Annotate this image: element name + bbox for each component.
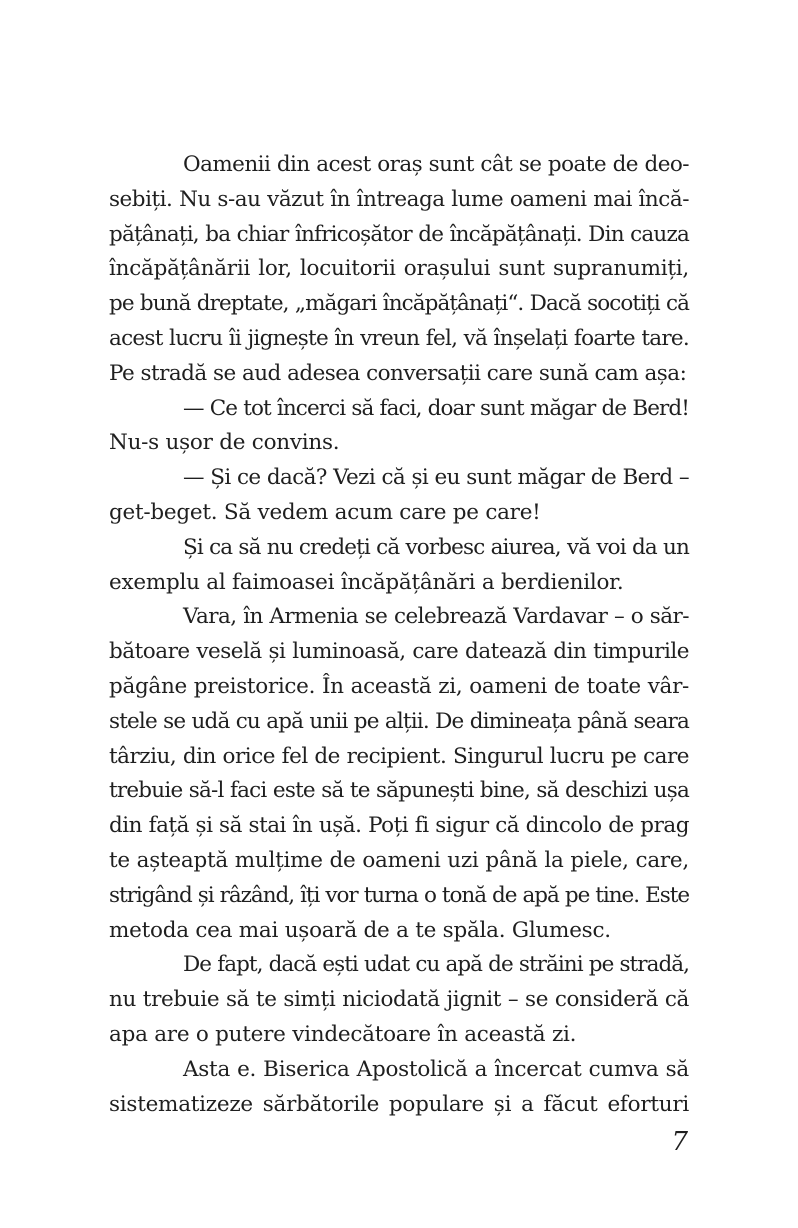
dialogue-line: Nu-s ușor de convins. xyxy=(109,430,340,456)
text-line: pățânați, ba chiar înfricoșător de încăpățânați. Din cauza xyxy=(109,221,689,247)
text-line: metoda cea mai ușoară de a te spăla. Glumesc. xyxy=(109,917,611,943)
text-line: încăpățânării lor, locuitorii orașului sunt supranumiți, xyxy=(109,256,689,282)
text-line: Vara, în Armenia se celebrează Vardavar – o săr- xyxy=(183,604,689,630)
text-line: acest lucru îi jignește în vreun fel, vă înșelați foarte tare. xyxy=(109,325,689,351)
text-line: exemplu al faimoasei încăpățânări a berdienilor. xyxy=(109,569,624,595)
text-line: De fapt, dacă ești udat cu apă de străini pe stradă, xyxy=(183,952,689,978)
dialogue-line: — Ce tot încerci să faci, doar sunt măgar de Berd! xyxy=(183,395,689,421)
text-line: sebiți. Nu s-au văzut în întreaga lume oameni mai încă- xyxy=(109,186,689,212)
text-line: Și ca să nu credeți că vorbesc aiurea, vă voi da un xyxy=(183,534,689,560)
text-line: strigând și râzând, îți vor turna o tonă de apă pe tine. Este xyxy=(109,882,689,908)
text-line: pe bună dreptate, „măgari încăpățânați“. Dacă socotiți că xyxy=(109,291,689,317)
text-line: sistematizeze sărbătorile populare și a făcut eforturi xyxy=(109,1091,689,1117)
text-line: Pe stradă se aud adesea conversații care sună cam așa: xyxy=(109,360,687,386)
body-text xyxy=(109,148,689,1122)
text-line: bătoare veselă și luminoasă, care datează din timpurile xyxy=(109,639,689,665)
text-line: Oamenii din acest oraș sunt cât se poate de deo- xyxy=(183,152,689,177)
text-line: trebuie să-l faci este să te săpunești bine, să deschizi ușa xyxy=(109,778,689,804)
text-line: apa are o putere vindecătoare în această zi. xyxy=(109,1021,577,1047)
text-line: Asta e. Biserica Apostolică a încercat cumva să xyxy=(183,1056,689,1082)
dialogue-line: — Și ce dacă? Vezi că și eu sunt măgar de Berd – xyxy=(183,465,689,491)
text-line: nu trebuie să te simți niciodată jignit – se consideră că xyxy=(109,987,689,1013)
text-line: din față și să stai în ușă. Poți fi sigur că dincolo de prag xyxy=(109,813,689,839)
text-line: păgâne preistorice. În această zi, oameni de toate vâr- xyxy=(109,673,689,699)
text-line: stele se udă cu apă unii pe alții. De dimineața până seara xyxy=(109,708,689,734)
text-line: târziu, din orice fel de recipient. Singurul lucru pe care xyxy=(109,743,689,769)
text-line: te așteaptă mulțime de oameni uzi până la piele, care, xyxy=(109,847,689,873)
dialogue-line: get-beget. Să vedem acum care pe care! xyxy=(109,499,541,525)
page-number: 7 xyxy=(671,1127,688,1157)
